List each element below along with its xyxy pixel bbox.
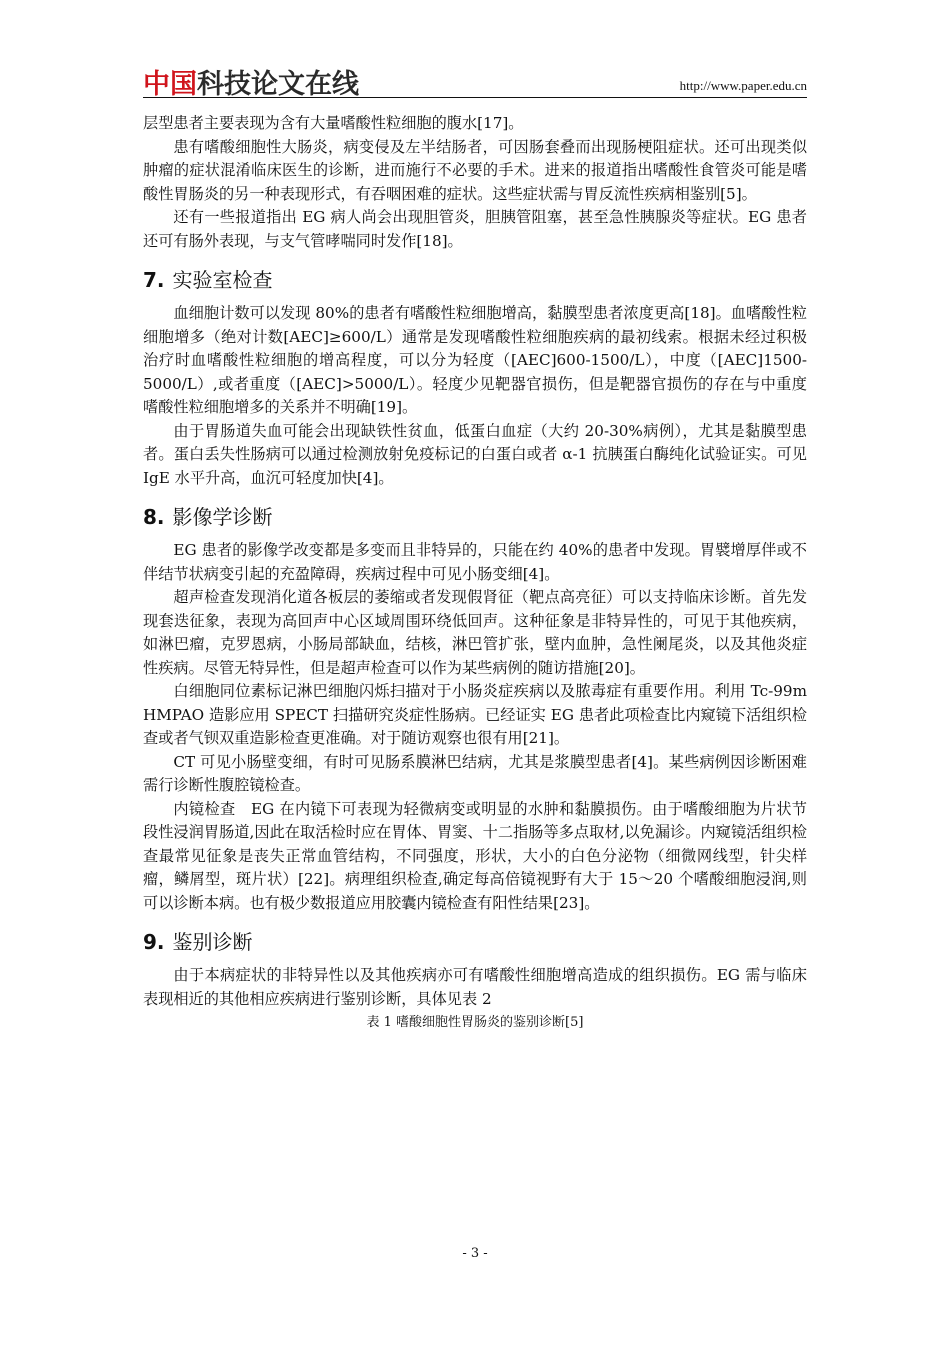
- section-number: 8.: [143, 505, 165, 529]
- section-title: 影像学诊断: [172, 505, 273, 529]
- paragraph: 白细胞同位素标记淋巴细胞闪烁扫描对于小肠炎症疾病以及脓毒症有重要作用。利用 Tc-99m HMPAO 造影应用 SPECT 扫描研究炎症性肠病。已经证实 EG 患者此项检查比内窥镜下活组织检查或者气钡双重造影检查更准确。对于随访观察也很有用[21]。: [143, 682, 807, 747]
- page-number: - 3 -: [462, 1246, 488, 1261]
- paragraph: 还有一些报道指出 EG 病人尚会出现胆管炎，胆胰管阻塞，甚至急性胰腺炎等症状。EG 患者还可有肠外表现，与支气管哮喘同时发作[18]。: [143, 208, 807, 250]
- paragraph: EG 患者的影像学改变都是多变而且非特异的，只能在约 40%的患者中发现。胃襞增厚伴或不伴结节状病变引起的充盈障碍，疾病过程中可见小肠变细[4]。: [143, 541, 807, 583]
- page-body: [143, 112, 807, 1033]
- section-title: 实验室检查: [172, 268, 273, 292]
- section-heading-9: [143, 929, 807, 955]
- paragraph: 由于胃肠道失血可能会出现缺铁性贫血，低蛋白血症（大约 20-30%病例），尤其是黏膜型患者。蛋白丢失性肠病可以通过检测放射免疫标记的白蛋白或者 α-1 抗胰蛋白酶纯化试验证实。可见 IgE 水平升高，血沉可轻度加快[4]。: [143, 421, 807, 487]
- paragraph: 由于本病症状的非特异性以及其他疾病亦可有嗜酸性细胞增高造成的组织损伤。EG 需与临床表现相近的其他相应疾病进行鉴别诊断，具体见表 2: [143, 966, 807, 1008]
- header-url[interactable]: http://www.paper.edu.cn: [679, 78, 807, 93]
- section-number: 9.: [143, 930, 165, 954]
- table-caption: 表 1 嗜酸细胞性胃肠炎的鉴别诊断[5]: [366, 1015, 584, 1030]
- paragraph: 患有嗜酸细胞性大肠炎，病变侵及左半结肠者，可因肠套叠而出现肠梗阻症状。还可出现类似肿瘤的症状混淆临床医生的诊断，进而施行不必要的手术。进来的报道指出嗜酸性食管炎可能是嗜酸性胃肠炎的另一种表现形式，有吞咽困难的症状。这些症状需与胃反流性疾病相鉴别[5]。: [143, 137, 807, 203]
- paragraph: 层型患者主要表现为含有大量嗜酸性粒细胞的腹水[17]。: [143, 114, 524, 132]
- journal-logo: [143, 62, 359, 101]
- paragraph: 血细胞计数可以发现 80%的患者有嗜酸性粒细胞增高，黏膜型患者浓度更高[18]。血嗜酸性粒细胞增多（绝对计数[AEC]≥600/L）通常是发现嗜酸性粒细胞疾病的最初线索。根据未经过积极治疗时血嗜酸性粒细胞的增高程度，可以分为轻度（[AEC]600-1500/L），中度（[AEC]1500-5000/L）,或者重度（[AEC]>5000/L）。轻度少见靶器官损伤，但是靶器官损伤的存在与中重度嗜酸性粒细胞增多的关系并不明确[19]。: [143, 304, 807, 416]
- paragraph: CT 可见小肠壁变细，有时可见肠系膜淋巴结病，尤其是浆膜型患者[4]。某些病例因诊断困难需行诊断性腹腔镜检查。: [143, 752, 807, 794]
- logo-dark-text: 科技论文在线: [197, 69, 359, 100]
- section-heading-7: [143, 267, 807, 293]
- logo-red-text: 中国: [143, 69, 197, 100]
- page-header: [143, 62, 807, 100]
- paragraph: 内镜检查 EG 在内镜下可表现为轻微病变或明显的水肿和黏膜损伤。由于嗜酸细胞为片状节段性浸润胃肠道,因此在取活检时应在胃体、胃窦、十二指肠等多点取材,以免漏诊。内窥镜活组织检查最常见征象是丧失正常血管结构，不同强度，形状，大小的白色分泌物（细微网线型，针尖样瘤，鳞屑型，斑片状）[22]。病理组织检查,确定每高倍镜视野有大于 15～20 个嗜酸细胞浸润,则可以诊断本病。也有极少数报道应用胶囊内镜检查有阳性结果[23]。: [143, 799, 807, 912]
- header-rule: [143, 97, 807, 98]
- section-heading-8: [143, 504, 807, 530]
- paragraph: 超声检查发现消化道各板层的萎缩或者发现假肾征（靶点高亮征）可以支持临床诊断。首先发现套迭征象，表现为高回声中心区域周围环绕低回声。这种征象是非特异性的，可见于其他疾病，如淋巴瘤，克罗恩病，小肠局部缺血，结核，淋巴管扩张，壁内血肿，急性阑尾炎，以及其他炎症性疾病。尽管无特异性，但是超声检查可以作为某些病例的随访措施[20]。: [143, 588, 807, 677]
- section-title: 鉴别诊断: [172, 930, 253, 954]
- section-number: 7.: [143, 268, 165, 292]
